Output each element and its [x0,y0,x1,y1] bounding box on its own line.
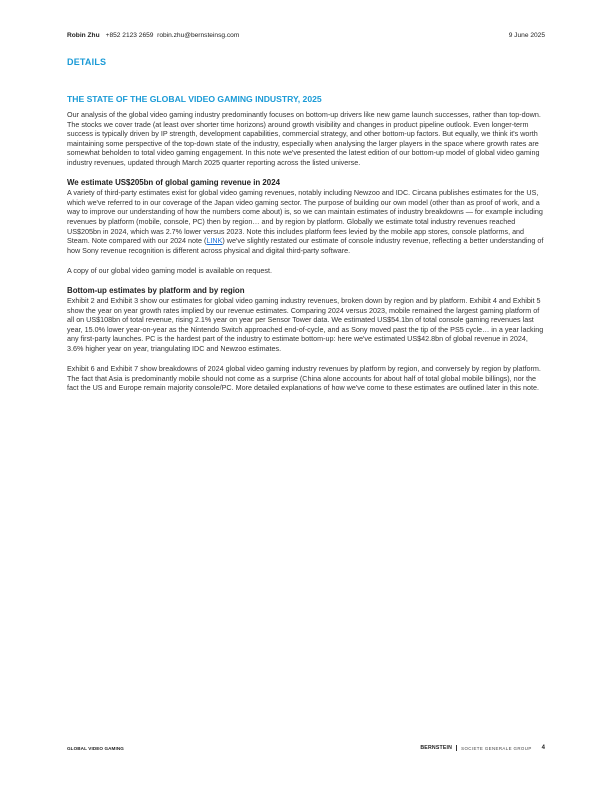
page-number: 4 [541,745,545,751]
paragraph-platform-region: Exhibit 2 and Exhibit 3 show our estimates for global video gaming industry revenues, broken down by region and by platform. Exhibit 4 and Exhibit 5 show the year on year growth rates implied by our revenue estimates. Comparing 2024 versus 2023, mobile remained the largest gaming platform of all on US$108bn of total revenue, rising 2.1% year on year per Sensor Tower data. We estimated US$54.1bn of total console gaming revenues last year, 15.0% lower year-on-year as the Nintendo Switch approached end-of-cycle, and as Sony moved past the tip of the PS5 cycle… in a year lacking any first-party launches. PC is the hardest part of the industry to estimate bottom-up: here we've estimated US$42.8bn of global revenue in 2024, 3.6% higher year on year, triangulating IDC and Newzoo estimates. [67,296,544,354]
header-date: 9 June 2025 [508,32,545,39]
page-title: THE STATE OF THE GLOBAL VIDEO GAMING INDUSTRY, 2025 [67,94,322,104]
subheading-global-revenue: We estimate US$205bn of global gaming revenue in 2024 [67,178,280,188]
main-content [67,94,545,404]
paragraph-estimates-text: A variety of third-party estimates exist for global video gaming revenues, notably including Newzoo and IDC. Circana publishes estimates for the US, which we've referred to in our coverage of the Japan video gaming sector. The purpose of building our own model (other than as proof of work, and a way to improve our understanding of how the numbers come about) is, so we can maintain estimates of industry breakdowns — for example including revenues by platform (mobile, console, PC) then by region… and by region by platform. Globally we estimate total industry revenues reached US$205bn in 2024, which was 2.7% lower versus 2023. Note this includes platform fees levied by the mobile app stores, console platforms, and Steam. Note compared with our 2024 note ( [67,188,543,246]
author-name: Robin Zhu [67,32,100,39]
author-phone: +852 2123 2659 [105,32,154,39]
bernstein-logo: BERNSTEIN [420,745,453,751]
paragraph-model-request: A copy of our global video gaming model is available on request. [67,265,272,275]
societe-generale-label: SOCIETE GENERALE GROUP [461,745,532,751]
author-email[interactable]: robin.zhu@bernsteinsg.com [157,32,240,39]
paragraph-intro: Our analysis of the global video gaming industry predominantly focuses on bottom-up drivers like new game launch successes, rather than top-down. The stocks we cover trade (at least over shorter time horizons) around growth visibility and changes in product pipeline outlook. Even longer-term success is typically driven by IP strength, development capabilities, commercial strategy, and other bottom-up factors. But equally, we think it's worth maintaining some perspective of the top-down state of the industry, especially when analysing the larger players in the space where growth rates are somewhat beholden to total video gaming engagement. In this note we've presented the latest edition of our bottom-up model of global video gaming industry revenues, updated through March 2025 quarter reporting across the listed universe. [67,110,541,167]
paragraph-estimates [67,188,545,255]
paragraph-breakdowns: Exhibit 6 and Exhibit 7 show breakdowns of 2024 global video gaming industry revenues by platform by region, and conversely by region by platform. The fact that Asia is predominantly mobile should not come as a surprise (China alone accounts for about half of total global mobile billings), nor the fact the US and Europe remain majority console/PC. More detailed explanations of how we've come to these estimates are outlined later in this note. [67,364,541,393]
section-label: DETAILS [67,57,107,67]
footer-divider [456,745,457,751]
subheading-bottom-up: Bottom-up estimates by platform and by region [67,286,245,296]
footer-section-name: GLOBAL VIDEO GAMING [67,746,124,751]
paragraph-estimates-text-after: ) we've slightly restated our estimate of console industry revenue, reflecting a better understanding of how Sony revenue recognition is different across physical and digital third-party software. [67,236,544,255]
header-author-info [67,32,239,39]
footer-branding [420,745,545,751]
note-link[interactable]: LINK [206,236,223,246]
